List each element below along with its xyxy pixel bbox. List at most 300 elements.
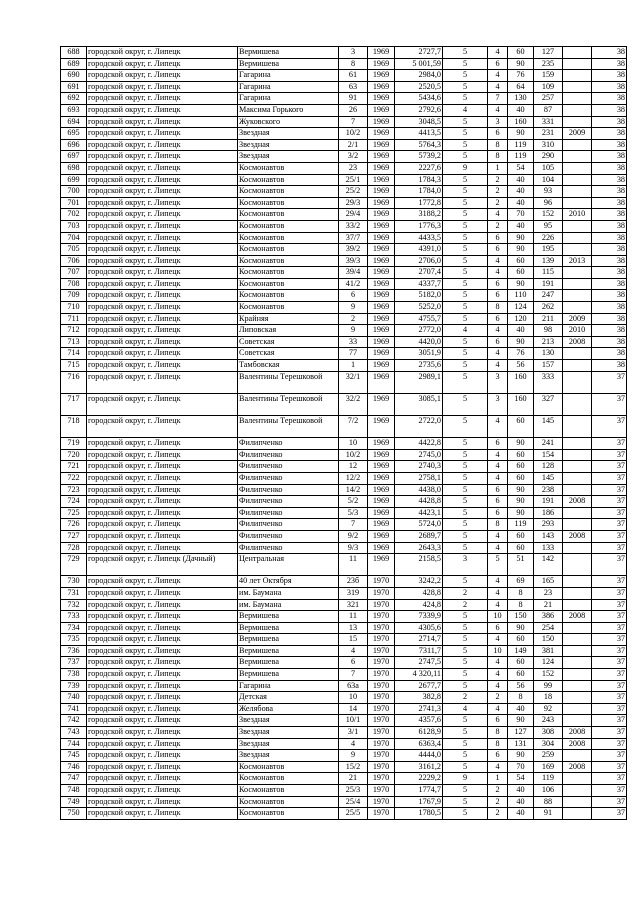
apartments-cell: 90 [508, 438, 534, 450]
floors-cell: 5 [443, 576, 488, 588]
entrances-cell: 4 [488, 255, 508, 267]
street-cell: Желябова [238, 703, 339, 715]
table-row [61, 325, 627, 337]
entrances-cell: 4 [488, 761, 508, 773]
year-built-cell: 1969 [368, 302, 395, 314]
entrances-cell: 4 [488, 587, 508, 599]
floors-cell: 5 [443, 507, 488, 519]
row-number-cell: 717 [61, 393, 87, 415]
house-number-cell: 9 [339, 750, 368, 762]
repair-year-cell [563, 449, 592, 461]
repair-year-cell [563, 116, 592, 128]
row-number-cell: 719 [61, 438, 87, 450]
row-number-cell: 720 [61, 449, 87, 461]
wear-cell: 37 [592, 461, 627, 473]
street-cell: Космонавтов [238, 796, 339, 808]
entrances-cell: 6 [488, 750, 508, 762]
wear-cell: 37 [592, 657, 627, 669]
wear-cell: 38 [592, 348, 627, 360]
wear-cell: 37 [592, 416, 627, 438]
year-built-cell: 1970 [368, 611, 395, 623]
wear-cell: 37 [592, 727, 627, 739]
residents-cell: 304 [534, 738, 563, 750]
municipality-cell: городской округ, г. Липецк [87, 47, 238, 59]
year-built-cell: 1970 [368, 645, 395, 657]
municipality-cell: городской округ, г. Липецк [87, 507, 238, 519]
year-built-cell: 1969 [368, 416, 395, 438]
street-cell: Филипченко [238, 449, 339, 461]
street-cell: Космонавтов [238, 278, 339, 290]
area-cell: 2741,3 [395, 703, 443, 715]
house-number-cell: 12 [339, 461, 368, 473]
area-cell: 2772,0 [395, 325, 443, 337]
entrances-cell: 8 [488, 727, 508, 739]
municipality-cell: городской округ, г. Липецк [87, 542, 238, 554]
house-number-cell: 25/5 [339, 808, 368, 820]
municipality-cell: городской округ, г. Липецк (Дачный) [87, 554, 238, 576]
house-number-cell: 91 [339, 93, 368, 105]
entrances-cell: 6 [488, 58, 508, 70]
repair-year-cell [563, 186, 592, 198]
residents-cell: 106 [534, 785, 563, 797]
wear-cell: 38 [592, 162, 627, 174]
house-number-cell: 29/3 [339, 197, 368, 209]
area-cell: 4337,7 [395, 278, 443, 290]
area-cell: 4428,8 [395, 496, 443, 508]
municipality-cell: городской округ, г. Липецк [87, 360, 238, 372]
area-cell: 4433,5 [395, 232, 443, 244]
house-number-cell: 12/2 [339, 472, 368, 484]
area-cell: 5434,6 [395, 93, 443, 105]
floors-cell: 5 [443, 472, 488, 484]
apartments-cell: 8 [508, 587, 534, 599]
apartments-cell: 40 [508, 104, 534, 116]
area-cell: 5252,0 [395, 302, 443, 314]
row-number-cell: 708 [61, 278, 87, 290]
floors-cell: 5 [443, 393, 488, 415]
year-built-cell: 1969 [368, 162, 395, 174]
row-number-cell: 716 [61, 371, 87, 393]
year-built-cell: 1969 [368, 93, 395, 105]
floors-cell: 5 [443, 727, 488, 739]
row-number-cell: 692 [61, 93, 87, 105]
municipality-cell: городской округ, г. Липецк [87, 599, 238, 611]
repair-year-cell [563, 519, 592, 531]
repair-year-cell [563, 461, 592, 473]
area-cell: 3242,2 [395, 576, 443, 588]
street-cell: Космонавтов [238, 255, 339, 267]
year-built-cell: 1969 [368, 325, 395, 337]
entrances-cell: 8 [488, 519, 508, 531]
municipality-cell: городской округ, г. Липецк [87, 738, 238, 750]
row-number-cell: 701 [61, 197, 87, 209]
street-cell: Космонавтов [238, 162, 339, 174]
year-built-cell: 1970 [368, 715, 395, 727]
apartments-cell: 127 [508, 727, 534, 739]
floors-cell: 5 [443, 58, 488, 70]
wear-cell: 38 [592, 93, 627, 105]
row-number-cell: 695 [61, 128, 87, 140]
area-cell: 4420,0 [395, 336, 443, 348]
house-number-cell: 5/3 [339, 507, 368, 519]
house-number-cell: 11 [339, 554, 368, 576]
table-row [61, 796, 627, 808]
row-number-cell: 714 [61, 348, 87, 360]
municipality-cell: городской округ, г. Липецк [87, 692, 238, 704]
entrances-cell: 6 [488, 484, 508, 496]
row-number-cell: 727 [61, 530, 87, 542]
floors-cell: 5 [443, 657, 488, 669]
table-row [61, 750, 627, 762]
table-row [61, 371, 627, 393]
repair-year-cell [563, 657, 592, 669]
apartments-cell: 90 [508, 750, 534, 762]
street-cell: Вермишева [238, 622, 339, 634]
residents-cell: 152 [534, 209, 563, 221]
street-cell: им. Баумана [238, 599, 339, 611]
year-built-cell: 1970 [368, 703, 395, 715]
table-row [61, 542, 627, 554]
street-cell: Звездная [238, 738, 339, 750]
house-number-cell: 39/4 [339, 267, 368, 279]
apartments-cell: 110 [508, 290, 534, 302]
apartments-cell: 69 [508, 576, 534, 588]
wear-cell: 38 [592, 209, 627, 221]
entrances-cell: 4 [488, 576, 508, 588]
year-built-cell: 1969 [368, 81, 395, 93]
residents-cell: 109 [534, 81, 563, 93]
wear-cell: 37 [592, 738, 627, 750]
apartments-cell: 90 [508, 496, 534, 508]
table-row [61, 336, 627, 348]
floors-cell: 5 [443, 438, 488, 450]
house-number-cell: 7 [339, 669, 368, 681]
area-cell: 2706,0 [395, 255, 443, 267]
repair-year-cell [563, 174, 592, 186]
repair-year-cell [563, 232, 592, 244]
floors-cell: 4 [443, 325, 488, 337]
residents-cell: 310 [534, 139, 563, 151]
row-number-cell: 689 [61, 58, 87, 70]
house-number-cell: 9/2 [339, 530, 368, 542]
table-row [61, 669, 627, 681]
repair-year-cell [563, 267, 592, 279]
entrances-cell: 4 [488, 542, 508, 554]
municipality-cell: городской округ, г. Липецк [87, 162, 238, 174]
row-number-cell: 724 [61, 496, 87, 508]
table-row [61, 657, 627, 669]
house-number-cell: 23б [339, 576, 368, 588]
wear-cell: 37 [592, 634, 627, 646]
repair-year-cell [563, 93, 592, 105]
year-built-cell: 1969 [368, 58, 395, 70]
floors-cell: 5 [443, 715, 488, 727]
wear-cell: 38 [592, 81, 627, 93]
house-number-cell: 7 [339, 519, 368, 531]
street-cell: Крайняя [238, 313, 339, 325]
municipality-cell: городской округ, г. Липецк [87, 220, 238, 232]
municipality-cell: городской округ, г. Липецк [87, 496, 238, 508]
residents-cell: 254 [534, 622, 563, 634]
house-number-cell: 25/1 [339, 174, 368, 186]
floors-cell: 5 [443, 461, 488, 473]
residents-cell: 152 [534, 669, 563, 681]
floors-cell: 3 [443, 554, 488, 576]
table-row [61, 449, 627, 461]
year-built-cell: 1969 [368, 128, 395, 140]
row-number-cell: 723 [61, 484, 87, 496]
repair-year-cell [563, 393, 592, 415]
area-cell: 5764,3 [395, 139, 443, 151]
area-cell: 3051,9 [395, 348, 443, 360]
area-cell: 2735,6 [395, 360, 443, 372]
residents-cell: 243 [534, 715, 563, 727]
residents-cell: 195 [534, 244, 563, 256]
area-cell: 7339,9 [395, 611, 443, 623]
street-cell: Советская [238, 348, 339, 360]
repair-year-cell [563, 371, 592, 393]
municipality-cell: городской округ, г. Липецк [87, 70, 238, 82]
municipality-cell: городской округ, г. Липецк [87, 209, 238, 221]
repair-year-cell: 2013 [563, 255, 592, 267]
house-number-cell: 4 [339, 645, 368, 657]
apartments-cell: 60 [508, 472, 534, 484]
floors-cell: 5 [443, 738, 488, 750]
house-number-cell: 319 [339, 587, 368, 599]
residents-cell: 159 [534, 70, 563, 82]
municipality-cell: городской округ, г. Липецк [87, 267, 238, 279]
floors-cell: 9 [443, 773, 488, 785]
municipality-cell: городской округ, г. Липецк [87, 680, 238, 692]
entrances-cell: 6 [488, 438, 508, 450]
street-cell: Филипченко [238, 519, 339, 531]
street-cell: Космонавтов [238, 773, 339, 785]
entrances-cell: 8 [488, 738, 508, 750]
wear-cell: 38 [592, 336, 627, 348]
residents-cell: 99 [534, 680, 563, 692]
residents-cell: 130 [534, 348, 563, 360]
area-cell: 1784,3 [395, 174, 443, 186]
residents-cell: 115 [534, 267, 563, 279]
municipality-cell: городской округ, г. Липецк [87, 438, 238, 450]
table-row [61, 197, 627, 209]
table-row [61, 554, 627, 576]
floors-cell: 5 [443, 761, 488, 773]
residents-cell: 18 [534, 692, 563, 704]
row-number-cell: 711 [61, 313, 87, 325]
table-row [61, 174, 627, 186]
street-cell: Липовская [238, 325, 339, 337]
entrances-cell: 4 [488, 530, 508, 542]
area-cell: 424,8 [395, 599, 443, 611]
residents-cell: 333 [534, 371, 563, 393]
area-cell: 4755,7 [395, 313, 443, 325]
area-cell: 1780,5 [395, 808, 443, 820]
table-row [61, 576, 627, 588]
repair-year-cell [563, 669, 592, 681]
house-number-cell: 63 [339, 81, 368, 93]
wear-cell: 38 [592, 70, 627, 82]
row-number-cell: 739 [61, 680, 87, 692]
municipality-cell: городской округ, г. Липецк [87, 587, 238, 599]
area-cell: 5 001,59 [395, 58, 443, 70]
area-cell: 3085,1 [395, 393, 443, 415]
table-row [61, 611, 627, 623]
area-cell: 2740,3 [395, 461, 443, 473]
repair-year-cell [563, 554, 592, 576]
table-row [61, 348, 627, 360]
year-built-cell: 1969 [368, 449, 395, 461]
wear-cell: 37 [592, 611, 627, 623]
year-built-cell: 1969 [368, 496, 395, 508]
floors-cell: 5 [443, 313, 488, 325]
apartments-cell: 119 [508, 139, 534, 151]
municipality-cell: городской округ, г. Липецк [87, 128, 238, 140]
house-number-cell: 37/7 [339, 232, 368, 244]
house-number-cell: 1 [339, 360, 368, 372]
entrances-cell: 4 [488, 416, 508, 438]
entrances-cell: 8 [488, 302, 508, 314]
house-number-cell: 6 [339, 657, 368, 669]
residents-cell: 191 [534, 278, 563, 290]
row-number-cell: 734 [61, 622, 87, 634]
table-row [61, 438, 627, 450]
repair-year-cell [563, 773, 592, 785]
floors-cell: 5 [443, 360, 488, 372]
entrances-cell: 4 [488, 669, 508, 681]
wear-cell: 37 [592, 761, 627, 773]
repair-year-cell [563, 438, 592, 450]
wear-cell: 38 [592, 313, 627, 325]
year-built-cell: 1969 [368, 507, 395, 519]
repair-year-cell [563, 808, 592, 820]
house-number-cell: 10 [339, 438, 368, 450]
house-number-cell: 2/1 [339, 139, 368, 151]
row-number-cell: 726 [61, 519, 87, 531]
apartments-cell: 90 [508, 715, 534, 727]
repair-year-cell [563, 715, 592, 727]
apartments-cell: 90 [508, 622, 534, 634]
residents-cell: 91 [534, 808, 563, 820]
floors-cell: 5 [443, 796, 488, 808]
municipality-cell: городской округ, г. Липецк [87, 657, 238, 669]
year-built-cell: 1970 [368, 587, 395, 599]
area-cell: 4357,6 [395, 715, 443, 727]
apartments-cell: 40 [508, 186, 534, 198]
municipality-cell: городской округ, г. Липецк [87, 669, 238, 681]
table-row [61, 472, 627, 484]
area-cell: 2792,6 [395, 104, 443, 116]
street-cell: Космонавтов [238, 785, 339, 797]
house-number-cell: 3/1 [339, 727, 368, 739]
floors-cell: 5 [443, 622, 488, 634]
table-row [61, 360, 627, 372]
year-built-cell: 1970 [368, 738, 395, 750]
year-built-cell: 1970 [368, 727, 395, 739]
area-cell: 5182,0 [395, 290, 443, 302]
street-cell: Космонавтов [238, 290, 339, 302]
house-number-cell: 9/3 [339, 542, 368, 554]
repair-year-cell [563, 472, 592, 484]
row-number-cell: 698 [61, 162, 87, 174]
house-number-cell: 77 [339, 348, 368, 360]
entrances-cell: 2 [488, 785, 508, 797]
municipality-cell: городской округ, г. Липецк [87, 244, 238, 256]
year-built-cell: 1969 [368, 47, 395, 59]
row-number-cell: 703 [61, 220, 87, 232]
apartments-cell: 60 [508, 461, 534, 473]
apartments-cell: 60 [508, 416, 534, 438]
house-number-cell: 13 [339, 622, 368, 634]
floors-cell: 5 [443, 220, 488, 232]
residents-cell: 95 [534, 220, 563, 232]
floors-cell: 5 [443, 278, 488, 290]
apartments-cell: 160 [508, 393, 534, 415]
residents-cell: 145 [534, 472, 563, 484]
street-cell: Максима Горького [238, 104, 339, 116]
apartments-cell: 60 [508, 255, 534, 267]
entrances-cell: 6 [488, 290, 508, 302]
street-cell: Вермишева [238, 58, 339, 70]
entrances-cell: 2 [488, 197, 508, 209]
table-row [61, 139, 627, 151]
street-cell: Гагарина [238, 70, 339, 82]
wear-cell: 37 [592, 715, 627, 727]
table-row [61, 808, 627, 820]
repair-year-cell: 2008 [563, 761, 592, 773]
entrances-cell: 2 [488, 692, 508, 704]
year-built-cell: 1969 [368, 267, 395, 279]
area-cell: 2745,0 [395, 449, 443, 461]
residents-cell: 127 [534, 47, 563, 59]
street-cell: Валентины Терешковой [238, 416, 339, 438]
street-cell: Звездная [238, 128, 339, 140]
year-built-cell: 1969 [368, 104, 395, 116]
residents-cell: 386 [534, 611, 563, 623]
street-cell: Советская [238, 336, 339, 348]
house-number-cell: 10/1 [339, 715, 368, 727]
area-cell: 2989,1 [395, 371, 443, 393]
municipality-cell: городской округ, г. Липецк [87, 232, 238, 244]
wear-cell: 38 [592, 278, 627, 290]
house-number-cell: 321 [339, 599, 368, 611]
row-number-cell: 697 [61, 151, 87, 163]
residents-cell: 154 [534, 449, 563, 461]
wear-cell: 38 [592, 290, 627, 302]
repair-year-cell [563, 360, 592, 372]
house-number-cell: 41/2 [339, 278, 368, 290]
street-cell: Вермишева [238, 611, 339, 623]
entrances-cell: 2 [488, 186, 508, 198]
repair-year-cell: 2008 [563, 530, 592, 542]
house-number-cell: 23 [339, 162, 368, 174]
residents-cell: 157 [534, 360, 563, 372]
year-built-cell: 1969 [368, 336, 395, 348]
wear-cell: 37 [592, 530, 627, 542]
apartments-cell: 60 [508, 267, 534, 279]
row-number-cell: 728 [61, 542, 87, 554]
entrances-cell: 1 [488, 773, 508, 785]
municipality-cell: городской округ, г. Липецк [87, 116, 238, 128]
entrances-cell: 4 [488, 81, 508, 93]
year-built-cell: 1969 [368, 186, 395, 198]
table-row [61, 484, 627, 496]
wear-cell: 37 [592, 542, 627, 554]
street-cell: Филипченко [238, 461, 339, 473]
wear-cell: 37 [592, 785, 627, 797]
table-row [61, 785, 627, 797]
repair-year-cell: 2009 [563, 313, 592, 325]
